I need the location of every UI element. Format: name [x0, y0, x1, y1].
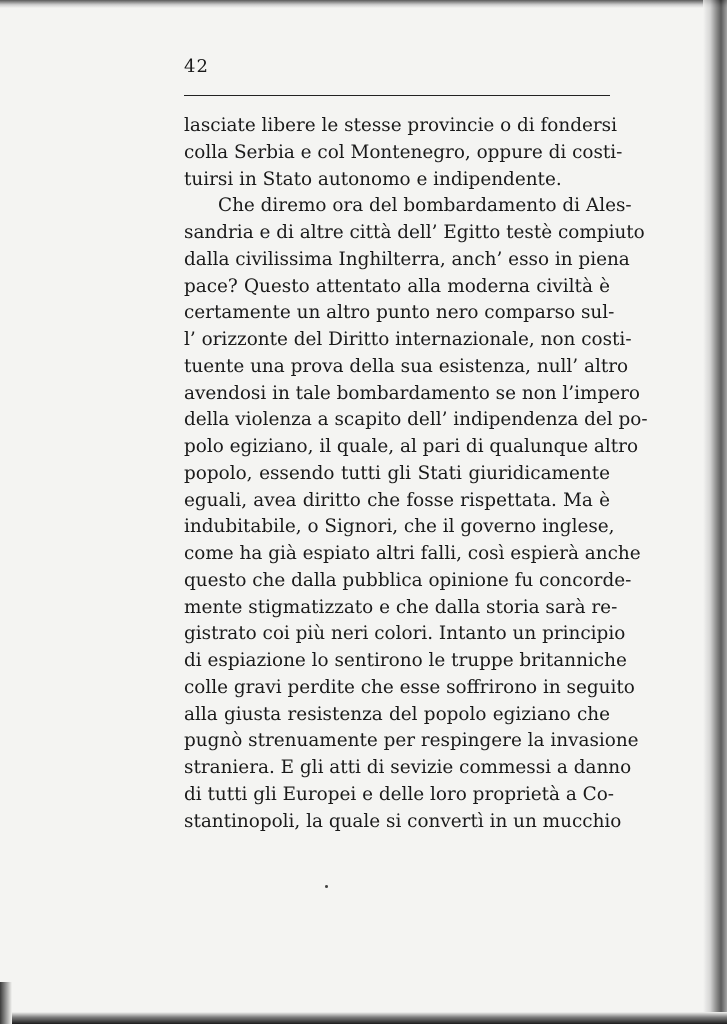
text-line: colle gravi perdite che esse soffrirono in seguito [184, 676, 635, 698]
text-line: l’ orizzonte del Diritto internazionale, non costi- [184, 329, 632, 350]
text-line: di espiazione lo sentirono le truppe britanniche [184, 650, 627, 671]
page-number: 42 [184, 56, 209, 77]
text-line: sandria e di altre città dell’ Egitto testè compiuto [184, 222, 645, 243]
text-line: come ha già espiato altri falli, così espierà anche [184, 543, 641, 564]
text-line: questo che dalla pubblica opinione fu concorde- [184, 569, 632, 591]
text-line: mente stigmatizzato e che dalla storia sarà re- [184, 596, 618, 618]
text-line: tuente una prova della sua esistenza, null’ altro [184, 355, 629, 377]
text-line: indubitabile, o Signori, che il governo inglese, [184, 516, 615, 538]
text-line: di tutti gli Europei e delle loro proprietà a Co- [184, 783, 615, 805]
scan-right-edge [703, 0, 727, 1024]
text-line: pugnò strenuamente per respingere la invasione [184, 730, 639, 752]
text-line: Che diremo ora del bombardamento di Ales- [218, 195, 632, 217]
scan-bottom-edge [0, 1012, 727, 1024]
text-line: della violenza a scapito dell’ indipendenza del po- [184, 409, 648, 431]
text-line: straniera. E gli atti di sevizie commessi a danno [184, 757, 632, 778]
text-line: certamente un altro punto nero comparso sul- [184, 302, 615, 324]
header-rule [184, 95, 610, 96]
text-line: gistrato coi più neri colori. Intanto un principio [184, 623, 626, 645]
text-line: lasciate libere le stesse provincie o di fondersi [184, 115, 617, 136]
text-line: tuirsi in Stato autonomo e indipendente. [184, 168, 562, 190]
text-line: pace? Questo attentato alla moderna civiltà è [184, 275, 610, 297]
ink-speck [325, 885, 328, 888]
text-line: polo egiziano, il quale, al pari di qualunque altro [184, 436, 639, 457]
text-line: alla giusta resistenza del popolo egiziano che [184, 703, 610, 725]
text-line: popolo, essendo tutti gli Stati giuridicamente [184, 462, 610, 484]
text-line: stantinopoli, la quale si convertì in un mucchio [184, 810, 622, 832]
text-line: colla Serbia e col Montenegro, oppure di costi- [184, 141, 623, 163]
text-line: avendosi in tale bombardamento se non l’impero [184, 382, 640, 404]
body-text [184, 113, 648, 835]
text-line: eguali, avea diritto che fosse rispettata. Ma è [184, 489, 610, 511]
scan-left-corner [0, 982, 12, 1024]
scan-top-edge [0, 0, 727, 8]
text-line: dalla civilissima Inghilterra, anch’ esso in piena [184, 248, 630, 270]
